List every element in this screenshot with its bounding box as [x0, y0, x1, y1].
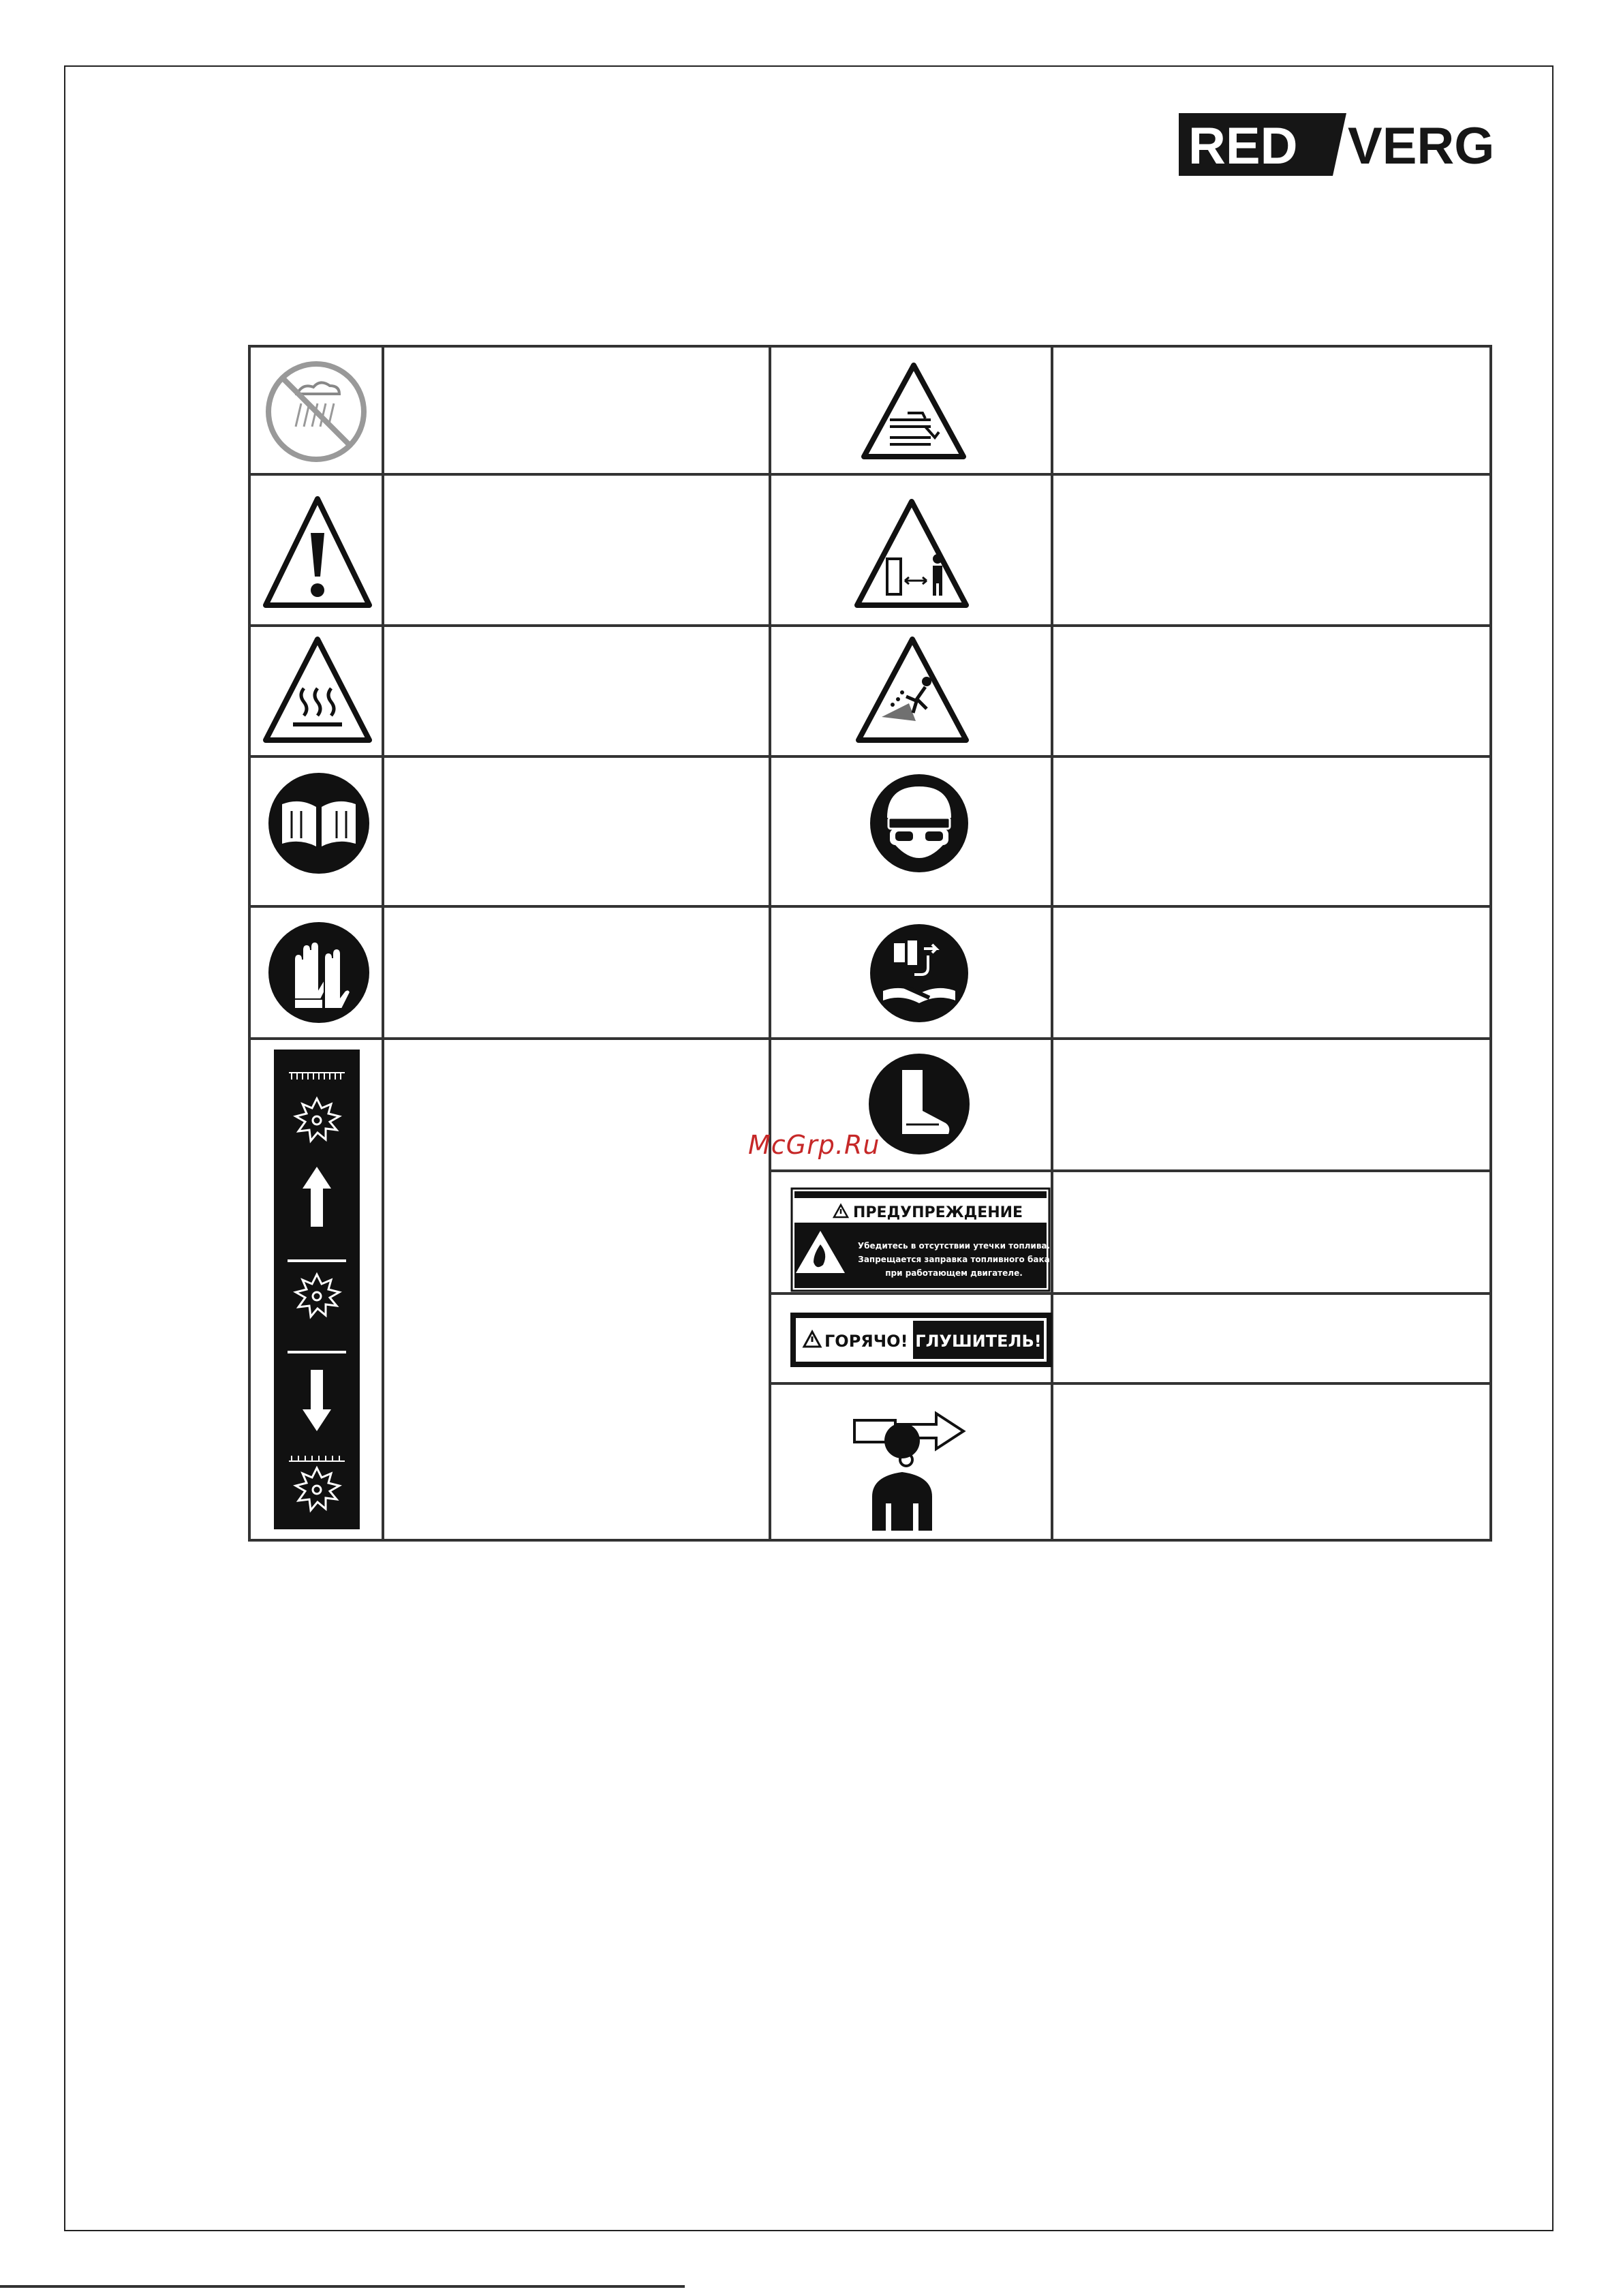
no-rain-icon [263, 358, 369, 465]
warning-label-line3: при работающем двигателе. [885, 1268, 1023, 1278]
watermark-text: McGrp.Ru [748, 1130, 880, 1160]
warning-label-line1: Убедитесь в отсутствии утечки топлива. [857, 1241, 1051, 1251]
keep-distance-warning-icon [853, 496, 970, 613]
hot-label-left: ГОРЯЧО! [824, 1332, 908, 1351]
hot-label-right: ГЛУШИТЕЛЬ! [915, 1332, 1042, 1351]
hand-entanglement-warning-icon [860, 361, 968, 463]
thrown-objects-warning-icon [854, 634, 970, 748]
hot-muffler-label [789, 1311, 1053, 1368]
warning-label-title: ПРЕДУПРЕЖДЕНИЕ [853, 1204, 1023, 1221]
wear-gloves-icon [267, 919, 371, 1026]
blade-rotation-direction-icon [274, 1050, 360, 1529]
logo-red-text: RED [1188, 117, 1298, 175]
logo-verg-text: VERG [1348, 117, 1495, 175]
wear-boots-icon [868, 1050, 970, 1159]
warning-label-line2: Запрещается заправка топливного бака [858, 1255, 1050, 1264]
toxic-fumes-icon [849, 1405, 978, 1531]
read-manual-icon [266, 770, 372, 876]
wear-helmet-goggles-icon [868, 770, 970, 876]
bottom-rule [0, 2285, 685, 2288]
disconnect-spark-plug-icon [868, 920, 970, 1026]
hot-surface-warning-icon [262, 634, 373, 748]
exclamation-warning-icon [262, 493, 373, 613]
fuel-warning-label [790, 1187, 1052, 1292]
